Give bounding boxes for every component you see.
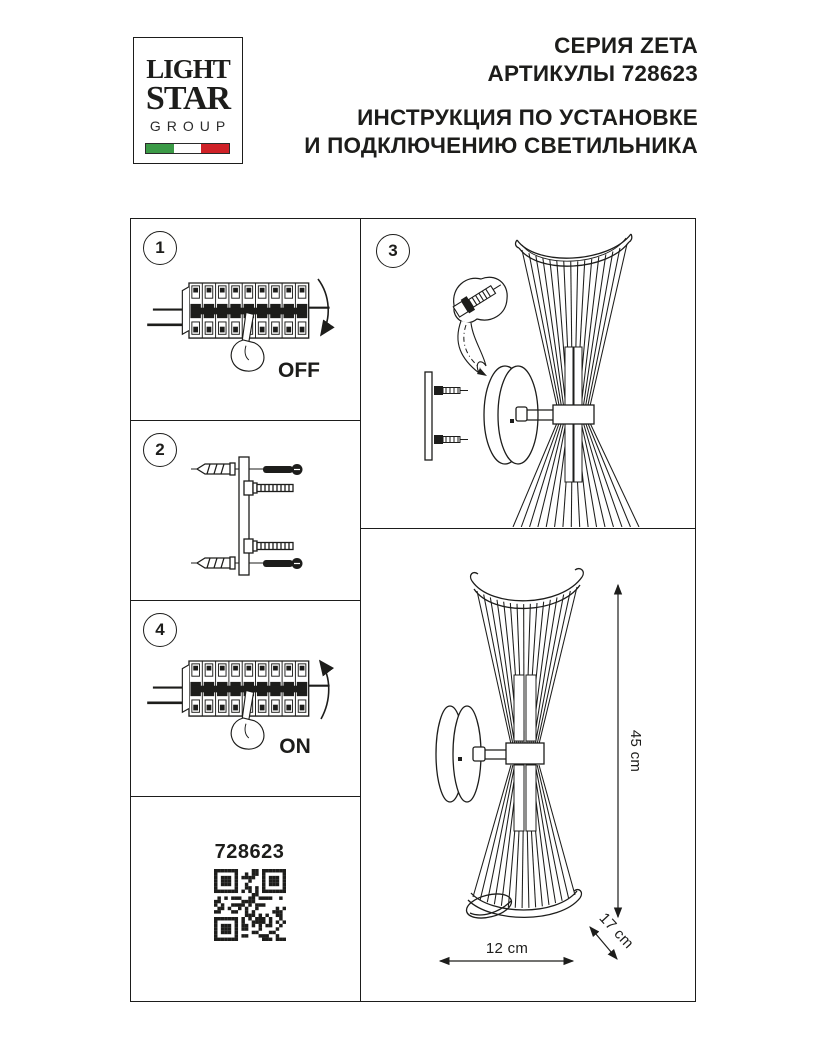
title-block [304, 32, 698, 159]
article-title: АРТИКУЛЫ 728623 [487, 60, 698, 86]
step3-number-badge: 3 [376, 234, 410, 268]
off-label: OFF [278, 359, 320, 382]
dimensions-panel [361, 529, 695, 1001]
step4-number-badge: 4 [143, 613, 177, 647]
logo-word-light: LIGHT [146, 54, 230, 84]
qr-code [214, 869, 286, 941]
step4-panel [131, 601, 360, 797]
instruction-title-line1: ИНСТРУКЦИЯ ПО УСТАНОВКЕ [357, 105, 698, 130]
depth-dimension-label: 17 cm [595, 909, 637, 953]
instruction-grid [130, 218, 696, 1002]
series-title: СЕРИЯ ZETA [554, 33, 698, 58]
italian-flag-icon [145, 143, 230, 154]
arrow-up-icon [320, 661, 329, 719]
lamp-assembly-drawing [361, 219, 695, 527]
lightstar-logo [133, 37, 243, 164]
step2-panel [131, 421, 360, 601]
logo-word-star: STAR [145, 80, 231, 117]
step1-number-badge: 1 [143, 231, 177, 265]
article-code: 728623 [214, 841, 285, 863]
height-dimension-label: 45 cm [627, 729, 644, 773]
step1-panel [131, 219, 360, 421]
step2-number-badge: 2 [143, 433, 177, 467]
instruction-title-line2: И ПОДКЛЮЧЕНИЮ СВЕТИЛЬНИКА [304, 132, 698, 158]
lamp-dimensions-drawing [361, 529, 695, 1001]
step3-panel [361, 219, 695, 529]
article-panel [131, 797, 360, 1001]
logo-word-group: GROUP [149, 118, 232, 134]
detail-balloon [452, 277, 507, 376]
width-dimension-label: 12 cm [485, 940, 529, 957]
on-label: ON [279, 735, 311, 758]
